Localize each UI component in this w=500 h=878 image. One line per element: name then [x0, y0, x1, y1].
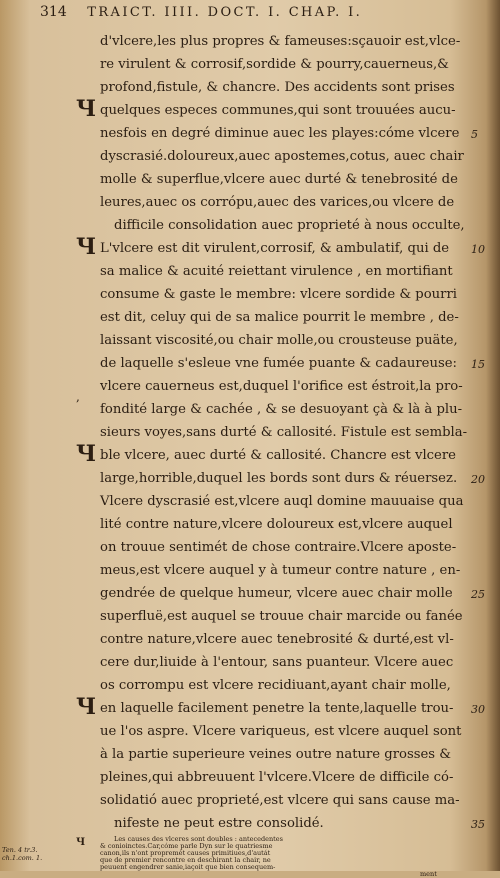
text-line: contre nature,vlcere auec tenebrosité & durté,est vl- [100, 632, 454, 647]
text-line: est dit, celuy qui de sa malice pourrit le membre , de- [100, 310, 459, 325]
text-line: solidatió auec proprieté,est vlcere qui sans cause ma- [100, 793, 460, 808]
text-line: nesfois en degré diminue auec les playes:cóme vlcere [100, 126, 460, 141]
line-number: 25 [471, 588, 485, 601]
text-line: vlcere cauerneus est,duquel l'orifice est éstroit,la pro- [100, 379, 463, 394]
text-line: leures,auec os corrópu,auec des varices,ou vlcere de [100, 195, 455, 210]
text-line: fondité large & cachée , & se desuoyant çà & là à plu- [100, 402, 463, 417]
text-line: superfluë,est auquel se trouue chair marcide ou fanée [100, 609, 463, 624]
text-line: peuuent engendrer sanie,iaçoit que bien consequem- [100, 863, 276, 871]
margin-note: Ten. 4 tr.3. [2, 846, 38, 854]
text-line: lité contre nature,vlcere doloureux est,vlcere auquel [100, 517, 453, 532]
text-line: & conioinctes.Car,cóme parle Dyn sur le quatriesme [100, 842, 273, 850]
text-line: dyscrasié.doloureux,auec apostemes,cotus, auec chair [100, 149, 464, 164]
text-line: de laquelle s'esleue vne fumée puante & cadaureuse: [100, 356, 457, 371]
text-line: os corrompu est vlcere recidiuant,ayant chair molle, [100, 678, 451, 693]
paragraph-mark-icon: Ч [76, 234, 97, 260]
line-number: 35 [471, 818, 485, 831]
text-line: d'vlcere,les plus propres & fameuses:sçauoir est,vlce- [100, 34, 461, 49]
text-line: laissant viscosité,ou chair molle,ou crousteuse puäte, [100, 333, 458, 348]
line-number: 15 [471, 358, 485, 371]
paragraph-mark-icon: Ч [76, 837, 86, 848]
line-number: 10 [471, 243, 485, 256]
line-number: 20 [471, 473, 485, 486]
text-line: on trouue sentimét de chose contraire.Vlcere aposte- [100, 540, 457, 555]
margin-dot: , [76, 390, 80, 404]
paragraph-mark-icon: Ч [76, 694, 97, 720]
text-line: profond,fistule, & chancre. Des accidents sont prises [100, 80, 455, 95]
text-line: L'vlcere est dit virulent,corrosif, & ambulatif, qui de [100, 241, 450, 256]
text-line: en laquelle facilement penetre la tente,laquelle trou- [100, 701, 454, 716]
text-line: molle & superflue,vlcere auec durté & tenebrosité de [100, 172, 458, 187]
page-number: 314 [40, 4, 67, 20]
text-line: gendrée de quelque humeur, vlcere auec chair molle [100, 586, 453, 601]
line-number: 5 [471, 128, 478, 141]
paragraph-mark-icon: Ч [76, 441, 97, 467]
text-line: difficile consolidation auec proprieté à nous occulte, [114, 218, 465, 233]
text-line: consume & gaste le membre: vlcere sordide & pourri [100, 287, 457, 302]
text-line: sieurs voyes,sans durté & callosité. Fistule est sembla- [100, 425, 468, 440]
text-line: large,horrible,duquel les bords sont durs & réuersez. [100, 471, 458, 486]
text-line: ment [420, 870, 437, 878]
running-title: TRAICT. IIII. DOCT. I. CHAP. I. [87, 5, 363, 20]
text-line: quelques especes communes,qui sont trouuées aucu- [100, 103, 456, 118]
text-line: que de premier rencontre en deschirant la chair, ne [100, 856, 271, 864]
paragraph-mark-icon: Ч [76, 96, 97, 122]
text-line: meus,est vlcere auquel y à tumeur contre nature , en- [100, 563, 461, 578]
margin-note: ch.1.com. 1. [2, 854, 43, 862]
text-line: pleines,qui abbreuuent l'vlcere.Vlcere de difficile có- [100, 770, 454, 785]
text-line: canon,ils n'ont propremét causes primitiues,d'autát [100, 849, 271, 857]
text-line: nifeste ne peut estre consolidé. [114, 816, 324, 831]
text-line: ue l'os aspre. Vlcere variqueus, est vlcere auquel sont [100, 724, 462, 739]
text-line: sa malice & acuité reiettant virulence , en mortifiant [100, 264, 453, 279]
text-line: re virulent & corrosif,sordide & pourry,cauerneus,& [100, 57, 449, 72]
text-line: ble vlcere, auec durté & callosité. Chancre est vlcere [100, 448, 456, 463]
text-line: à la partie superieure veines outre nature grosses & [100, 747, 452, 762]
line-number: 30 [471, 703, 485, 716]
text-line: Les causes des vlceres sont doubles : antecedentes [114, 835, 283, 843]
text-line: Vlcere dyscrasié est,vlcere auql domine mauuaise qua [100, 494, 464, 509]
text-line: cere dur,liuide à l'entour, sans puanteur. Vlcere auec [100, 655, 454, 670]
